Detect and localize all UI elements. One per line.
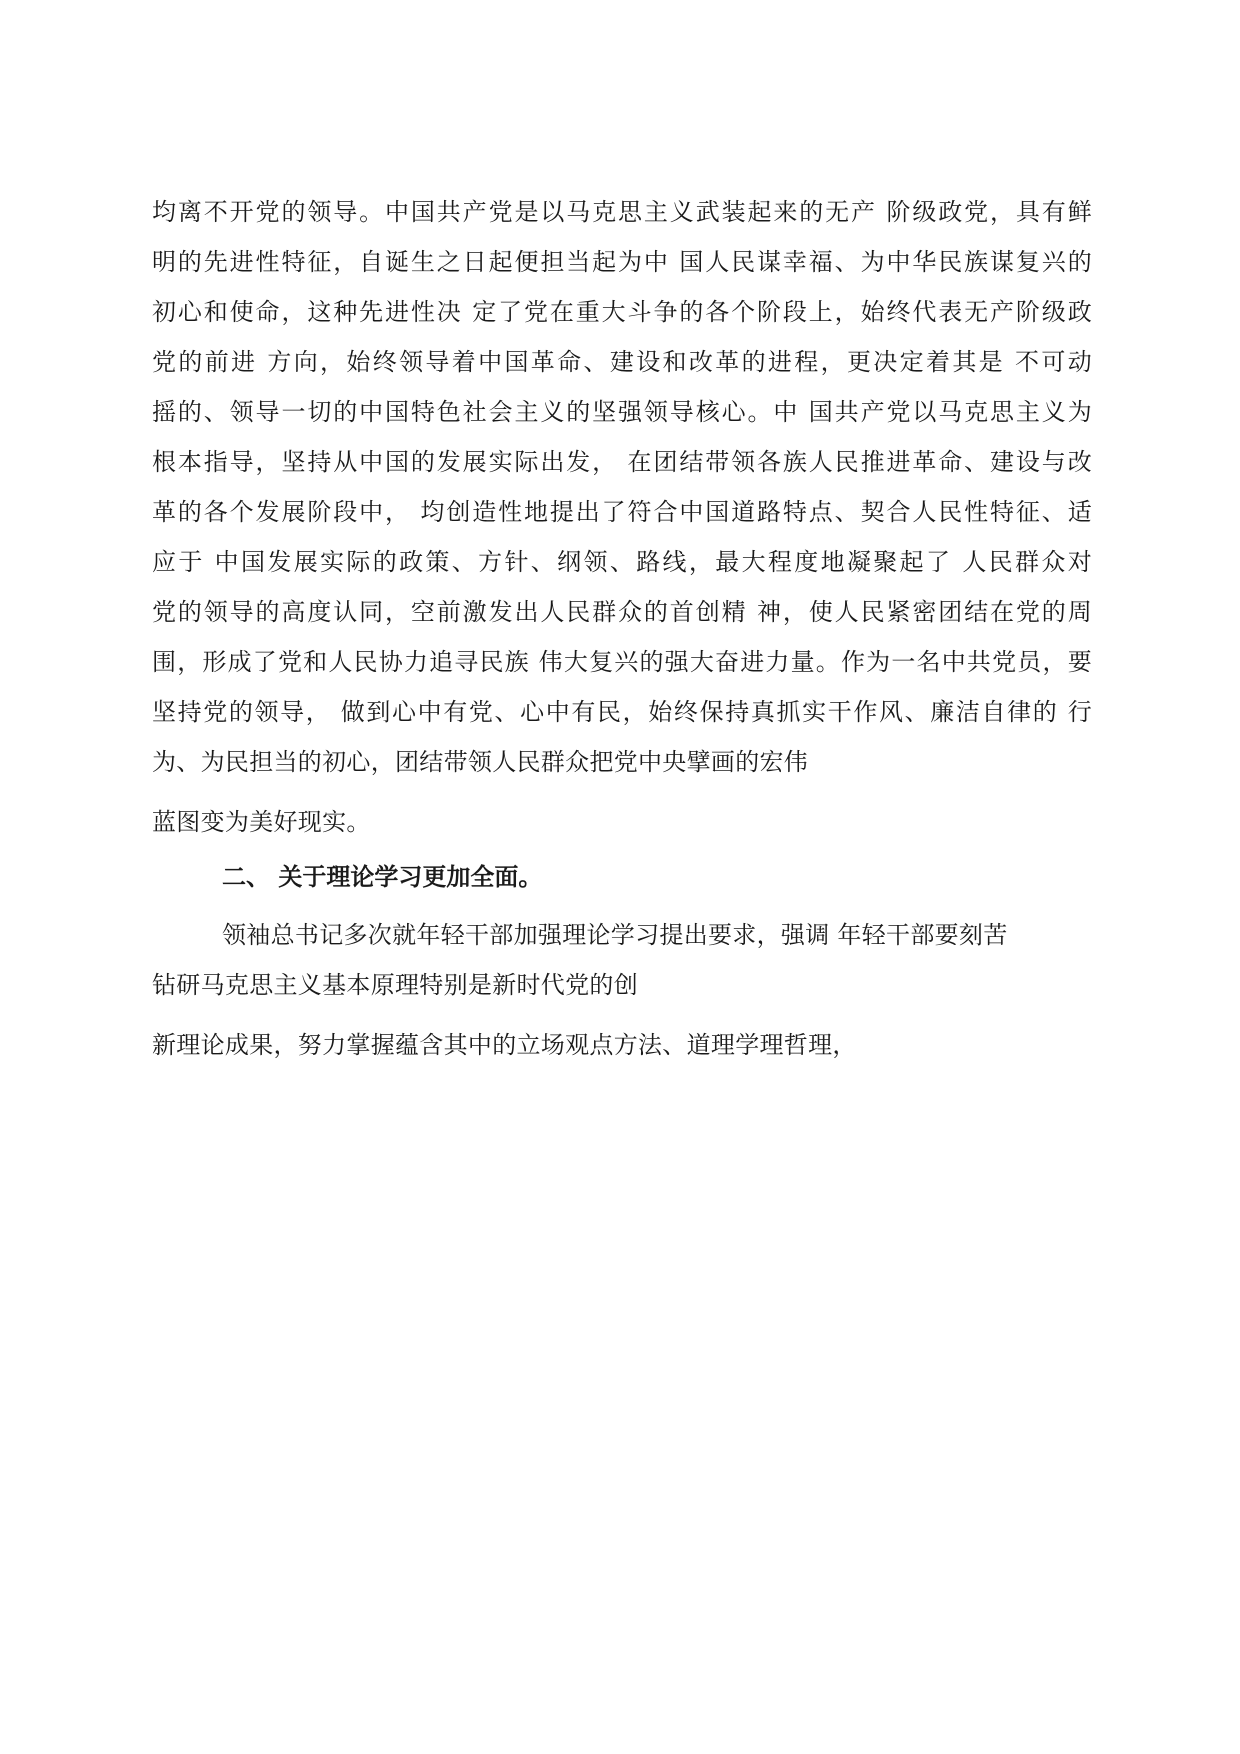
section-2-heading: 二、 关于理论学习更加全面。 bbox=[222, 863, 543, 891]
paragraph-1-line-1: 均离不开党的领导。中国共产党是以马克思主义武装起来的无产 阶级政党，具有鲜 bbox=[152, 198, 1092, 226]
paragraph-1-line-5: 摇的、领导一切的中国特色社会主义的坚强领导核心。中 国共产党以马克思主义为 bbox=[152, 398, 1092, 426]
paragraph-1-line-9: 党的领导的高度认同，空前激发出人民群众的首创精 神，使人民紧密团结在党的周 bbox=[152, 598, 1092, 626]
paragraph-1-line-7: 革的各个发展阶段中， 均创造性地提出了符合中国道路特点、契合人民性特征、适 bbox=[152, 498, 1092, 526]
paragraph-1-line-8: 应于 中国发展实际的政策、方针、纲领、路线，最大程度地凝聚起了 人民群众对 bbox=[152, 548, 1092, 576]
paragraph-2-tail: 新理论成果，努力掌握蕴含其中的立场观点方法、道理学理哲理， bbox=[152, 1031, 857, 1059]
paragraph-1-line-6: 根本指导，坚持从中国的发展实际出发， 在团结带领各族人民推进革命、建设与改 bbox=[152, 448, 1092, 476]
paragraph-1-line-10: 围，形成了党和人民协力追寻民族 伟大复兴的强大奋进力量。作为一名中共党员，要 bbox=[152, 648, 1092, 676]
paragraph-1-line-12: 为、为民担当的初心，团结带领人民群众把党中央擘画的宏伟 bbox=[152, 748, 809, 776]
paragraph-1-line-3: 初心和使命，这种先进性决 定了党在重大斗争的各个阶段上，始终代表无产阶级政 bbox=[152, 298, 1092, 326]
paragraph-2-line-2: 钻研马克思主义基本原理特别是新时代党的创 bbox=[152, 971, 638, 999]
paragraph-2-line-1: 领袖总书记多次就年轻干部加强理论学习提出要求，强调 年轻干部要刻苦 bbox=[222, 921, 1008, 949]
paragraph-1-line-4: 党的前进 方向，始终领导着中国革命、建设和改革的进程，更决定着其是 不可动 bbox=[152, 348, 1092, 376]
paragraph-1-tail: 蓝图变为美好现实。 bbox=[152, 808, 371, 836]
paragraph-1-line-2: 明的先进性特征，自诞生之日起便担当起为中 国人民谋幸福、为中华民族谋复兴的 bbox=[152, 248, 1092, 276]
paragraph-1-line-11: 坚持党的领导， 做到心中有党、心中有民，始终保持真抓实干作风、廉洁自律的 行 bbox=[152, 698, 1092, 726]
